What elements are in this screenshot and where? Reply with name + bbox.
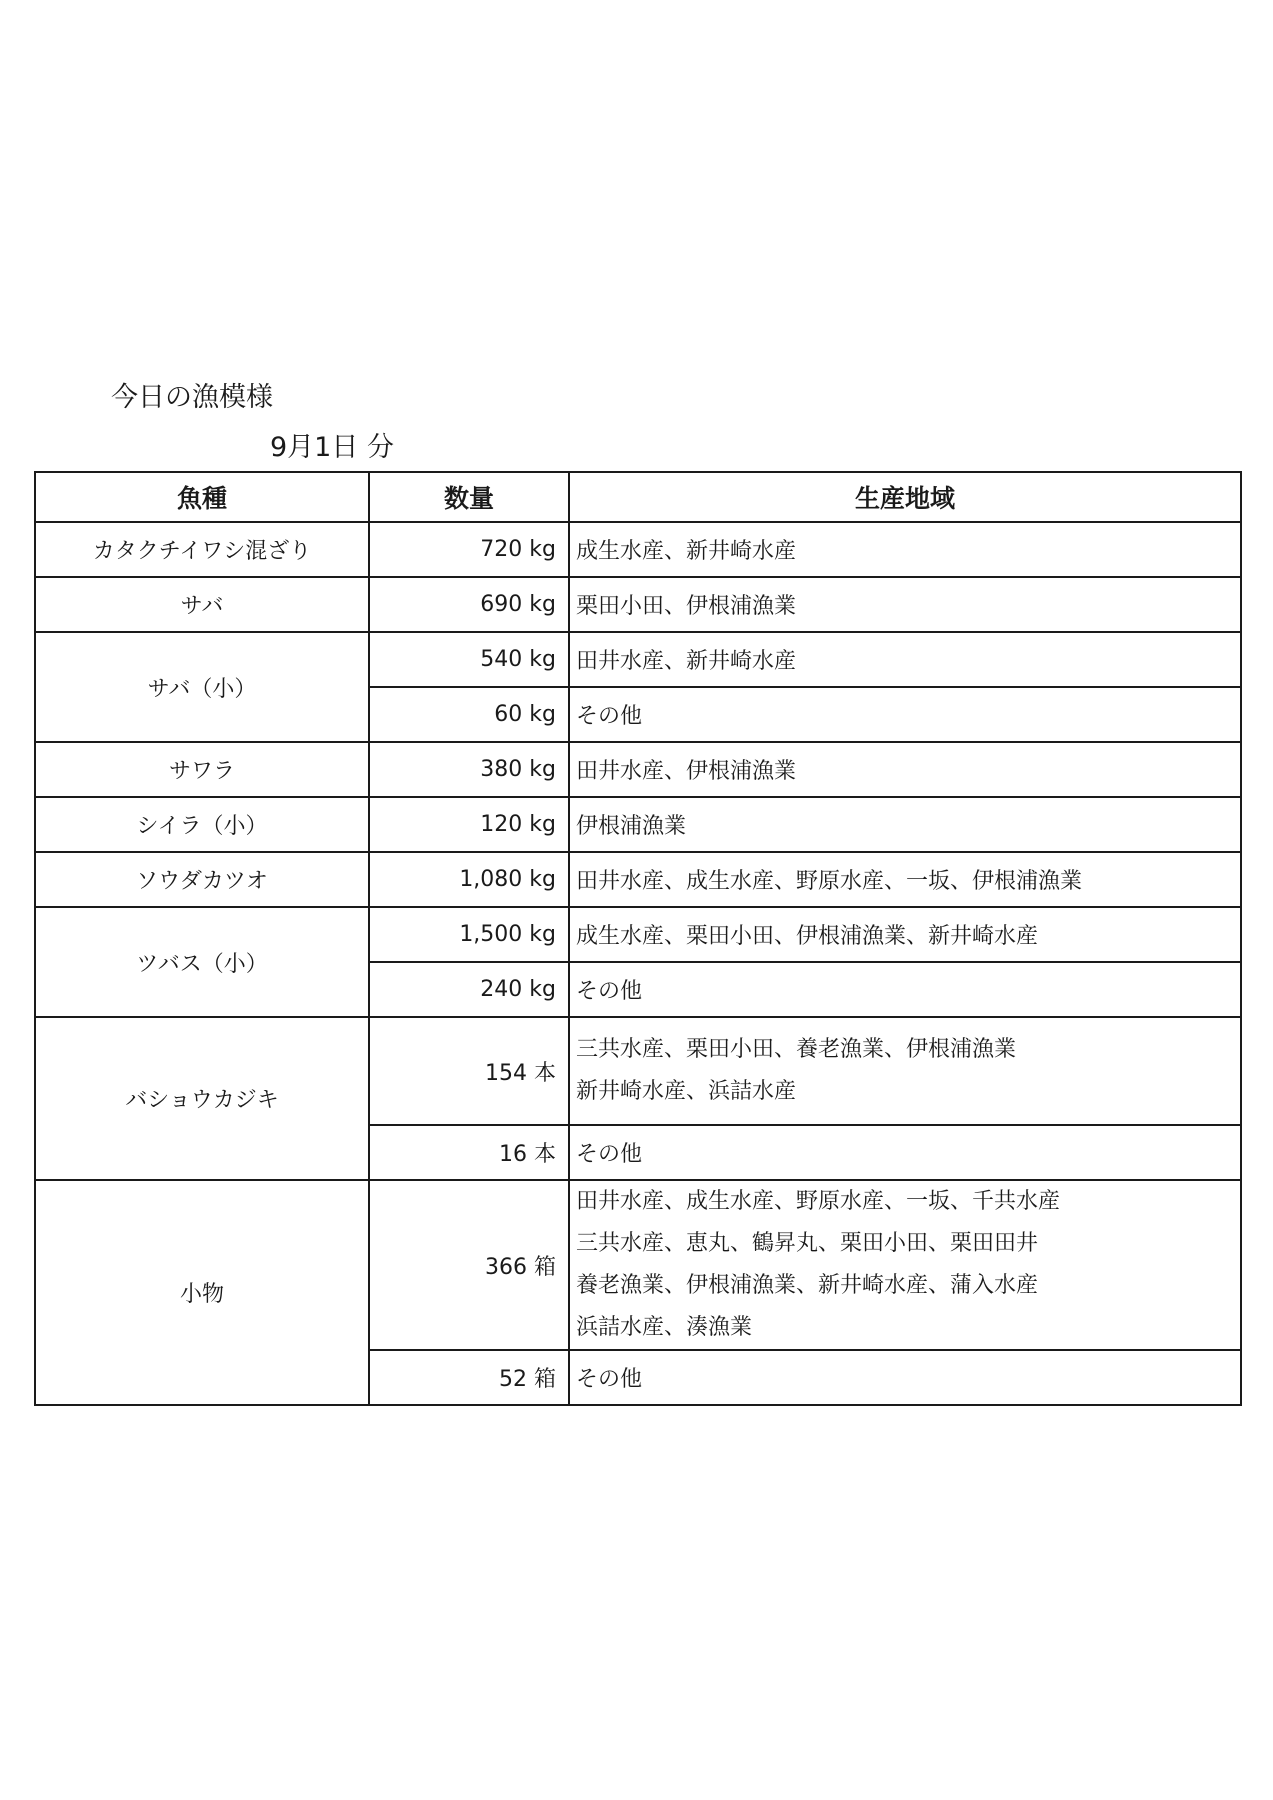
header-origin: 生産地域 bbox=[569, 472, 1241, 522]
table-row bbox=[35, 577, 1241, 632]
fish-name: シイラ（小） bbox=[35, 797, 369, 852]
origin-cell: 栗田小田、伊根浦漁業 bbox=[569, 577, 1241, 632]
origin-cell: 田井水産、新井崎水産 bbox=[569, 632, 1241, 687]
quantity-cell: 690 kg bbox=[369, 577, 569, 632]
origin-line: 三共水産、恵丸、鶴昇丸、栗田小田、栗田田井 bbox=[576, 1231, 1039, 1256]
table-row bbox=[35, 1180, 1241, 1350]
fish-name: バショウカジキ bbox=[35, 1017, 369, 1180]
quantity-cell: 540 kg bbox=[369, 632, 569, 687]
origin-cell: その他 bbox=[569, 1125, 1241, 1180]
quantity-cell: 240 kg bbox=[369, 962, 569, 1017]
fish-name: カタクチイワシ混ざり bbox=[35, 522, 369, 577]
table-row bbox=[35, 632, 1241, 687]
quantity-cell: 16 本 bbox=[369, 1125, 569, 1180]
fish-name: サワラ bbox=[35, 742, 369, 797]
origin-line: 養老漁業、伊根浦漁業、新井崎水産、蒲入水産 bbox=[576, 1273, 1039, 1298]
origin-cell bbox=[569, 1017, 1241, 1125]
origin-cell: 田井水産、成生水産、野原水産、一坂、伊根浦漁業 bbox=[569, 852, 1241, 907]
table-row bbox=[35, 797, 1241, 852]
table-row bbox=[35, 907, 1241, 962]
fish-name: ソウダカツオ bbox=[35, 852, 369, 907]
table-row bbox=[35, 1017, 1241, 1125]
table-row bbox=[35, 522, 1241, 577]
quantity-cell: 380 kg bbox=[369, 742, 569, 797]
origin-line: 田井水産、成生水産、野原水産、一坂、千共水産 bbox=[576, 1189, 1061, 1214]
quantity-cell: 52 箱 bbox=[369, 1350, 569, 1405]
fish-name: ツバス（小） bbox=[35, 907, 369, 1017]
page-title: 今日の漁模様 bbox=[111, 382, 273, 413]
origin-cell: その他 bbox=[569, 1350, 1241, 1405]
origin-cell: 成生水産、新井崎水産 bbox=[569, 522, 1241, 577]
origin-cell: 田井水産、伊根浦漁業 bbox=[569, 742, 1241, 797]
header-fish: 魚種 bbox=[35, 472, 369, 522]
catch-table bbox=[34, 471, 1242, 1406]
quantity-cell: 120 kg bbox=[369, 797, 569, 852]
quantity-cell: 1,080 kg bbox=[369, 852, 569, 907]
origin-line: 浜詰水産、湊漁業 bbox=[576, 1315, 753, 1340]
origin-cell: 成生水産、栗田小田、伊根浦漁業、新井崎水産 bbox=[569, 907, 1241, 962]
fish-name: 小物 bbox=[35, 1180, 369, 1405]
quantity-cell: 366 箱 bbox=[369, 1180, 569, 1350]
origin-cell: その他 bbox=[569, 962, 1241, 1017]
header-quantity: 数量 bbox=[369, 472, 569, 522]
fish-name: サバ bbox=[35, 577, 369, 632]
quantity-cell: 720 kg bbox=[369, 522, 569, 577]
origin-cell bbox=[569, 1180, 1241, 1350]
table-row bbox=[35, 852, 1241, 907]
table-row bbox=[35, 742, 1241, 797]
origin-line: 三共水産、栗田小田、養老漁業、伊根浦漁業 bbox=[576, 1037, 1017, 1062]
quantity-cell: 1,500 kg bbox=[369, 907, 569, 962]
origin-cell: 伊根浦漁業 bbox=[569, 797, 1241, 852]
report-date: 9月1日 分 bbox=[270, 432, 394, 463]
fish-name: サバ（小） bbox=[35, 632, 369, 742]
quantity-cell: 60 kg bbox=[369, 687, 569, 742]
quantity-cell: 154 本 bbox=[369, 1017, 569, 1125]
origin-line: 新井崎水産、浜詰水産 bbox=[576, 1079, 797, 1104]
origin-cell: その他 bbox=[569, 687, 1241, 742]
table-header-row bbox=[35, 472, 1241, 522]
